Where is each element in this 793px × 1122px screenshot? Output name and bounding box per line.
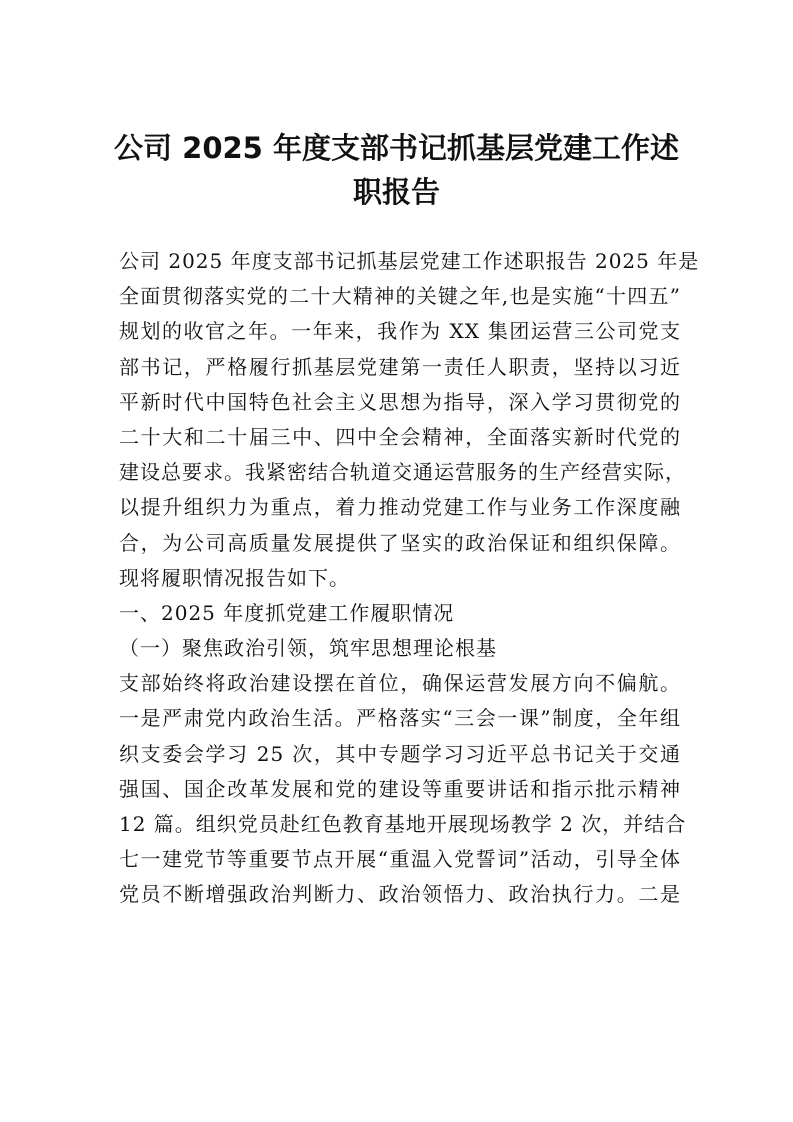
document-body: [119, 244, 700, 913]
text-line: 规划的收官之年。一年来，我作为 XX 集团运营三公司党支: [119, 319, 681, 344]
text-line: 全面贯彻落实党的二十大精神的关键之年,也是实施“十四五”: [119, 284, 681, 309]
document-title-line-1: 公司 2025 年度支部书记抓基层党建工作述: [114, 131, 679, 165]
text-line: 部书记，严格履行抓基层党建第一责任人职责，坚持以习近: [119, 354, 681, 379]
text-line: 12 篇。组织党员赴红色教育基地开展现场教学 2 次，并结合: [119, 812, 687, 836]
text-line: 党员不断增强政治判断力、政治领悟力、政治执行力。二是: [119, 882, 681, 907]
text-line: 现将履职情况报告如下。: [119, 565, 350, 590]
text-line: 支部始终将政治建设摆在首位，确保运营发展方向不偏航。: [119, 671, 681, 696]
text-line: 一是严肃党内政治生活。严格落实“三会一课”制度，全年组: [119, 706, 681, 731]
text-line: 织支委会学习 25 次，其中专题学习习近平总书记关于交通: [119, 741, 681, 766]
document-title-line-2: 职报告: [352, 175, 440, 209]
text-line: 合，为公司高质量发展提供了坚实的政治保证和组织保障。: [119, 530, 681, 555]
text-line: 以提升组织力为重点，着力推动党建工作与业务工作深度融: [119, 495, 681, 520]
text-line: 一、2025 年度抓党建工作履职情况: [119, 600, 455, 625]
text-line: （一）聚焦政治引领，筑牢思想理论根基: [119, 636, 497, 661]
text-line: 二十大和二十届三中、四中全会精神，全面落实新时代党的: [119, 424, 681, 449]
text-line: 平新时代中国特色社会主义思想为指导，深入学习贯彻党的: [119, 389, 681, 414]
text-line: 建设总要求。我紧密结合轨道交通运营服务的生产经营实际，: [119, 460, 686, 485]
text-line: 公司 2025 年度支部书记抓基层党建工作述职报告 2025 年是: [119, 249, 700, 273]
text-line: 七一建党节等重要节点开展“重温入党誓词”活动，引导全体: [119, 847, 681, 872]
text-line: 强国、国企改革发展和党的建设等重要讲话和指示批示精神: [119, 776, 681, 801]
